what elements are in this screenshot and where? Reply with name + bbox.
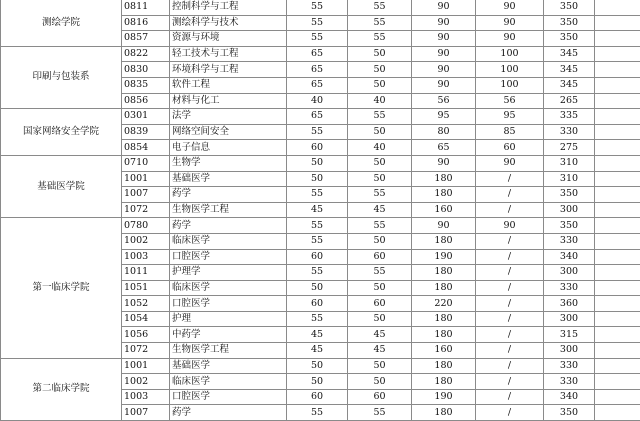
major-name-cell: 口腔医学 <box>170 249 287 265</box>
politics-score-cell: 55 <box>287 405 348 421</box>
foreign-language-score-cell: 50 <box>348 46 412 62</box>
subject1-score-cell: 180 <box>412 374 476 390</box>
major-code-cell: 0811 <box>122 0 170 15</box>
table-row <box>1 46 640 62</box>
empty-cell <box>595 218 640 234</box>
major-name-cell: 控制科学与工程 <box>170 0 287 15</box>
foreign-language-score-cell: 55 <box>348 109 412 125</box>
major-name-cell: 药学 <box>170 187 287 203</box>
empty-cell <box>595 77 640 93</box>
major-code-cell: 0830 <box>122 62 170 78</box>
total-score-cell: 330 <box>544 374 595 390</box>
politics-score-cell: 45 <box>287 327 348 343</box>
major-code-cell: 1072 <box>122 343 170 359</box>
major-code-cell: 0710 <box>122 155 170 171</box>
subject1-score-cell: 180 <box>412 171 476 187</box>
subject2-score-cell: / <box>476 265 544 281</box>
subject1-score-cell: 90 <box>412 218 476 234</box>
total-score-cell: 360 <box>544 296 595 312</box>
foreign-language-score-cell: 60 <box>348 296 412 312</box>
foreign-language-score-cell: 55 <box>348 187 412 203</box>
college-cell: 国家网络安全学院 <box>1 109 122 156</box>
subject1-score-cell: 80 <box>412 124 476 140</box>
major-code-cell: 0839 <box>122 124 170 140</box>
major-name-cell: 法学 <box>170 109 287 125</box>
major-code-cell: 0835 <box>122 77 170 93</box>
subject2-score-cell: / <box>476 187 544 203</box>
total-score-cell: 345 <box>544 77 595 93</box>
subject2-score-cell: / <box>476 405 544 421</box>
empty-cell <box>595 249 640 265</box>
subject2-score-cell: 90 <box>476 31 544 47</box>
major-name-cell: 护理学 <box>170 265 287 281</box>
total-score-cell: 330 <box>544 280 595 296</box>
total-score-cell: 265 <box>544 93 595 109</box>
major-name-cell: 材料与化工 <box>170 93 287 109</box>
foreign-language-score-cell: 50 <box>348 374 412 390</box>
foreign-language-score-cell: 40 <box>348 140 412 156</box>
subject1-score-cell: 180 <box>412 405 476 421</box>
empty-cell <box>595 202 640 218</box>
subject1-score-cell: 90 <box>412 31 476 47</box>
subject2-score-cell: 100 <box>476 46 544 62</box>
politics-score-cell: 60 <box>287 296 348 312</box>
major-name-cell: 网络空间安全 <box>170 124 287 140</box>
politics-score-cell: 55 <box>287 15 348 31</box>
major-code-cell: 1003 <box>122 389 170 405</box>
empty-cell <box>595 46 640 62</box>
politics-score-cell: 65 <box>287 46 348 62</box>
empty-cell <box>595 358 640 374</box>
subject2-score-cell: 60 <box>476 140 544 156</box>
foreign-language-score-cell: 60 <box>348 249 412 265</box>
foreign-language-score-cell: 50 <box>348 62 412 78</box>
subject2-score-cell: / <box>476 233 544 249</box>
subject1-score-cell: 90 <box>412 155 476 171</box>
total-score-cell: 300 <box>544 311 595 327</box>
major-code-cell: 1052 <box>122 296 170 312</box>
college-cell: 第二临床学院 <box>1 358 122 420</box>
politics-score-cell: 55 <box>287 31 348 47</box>
foreign-language-score-cell: 55 <box>348 218 412 234</box>
foreign-language-score-cell: 50 <box>348 77 412 93</box>
total-score-cell: 340 <box>544 389 595 405</box>
total-score-cell: 300 <box>544 343 595 359</box>
foreign-language-score-cell: 50 <box>348 358 412 374</box>
empty-cell <box>595 233 640 249</box>
politics-score-cell: 45 <box>287 202 348 218</box>
foreign-language-score-cell: 55 <box>348 0 412 15</box>
empty-cell <box>595 155 640 171</box>
empty-cell <box>595 280 640 296</box>
politics-score-cell: 65 <box>287 62 348 78</box>
subject2-score-cell: 90 <box>476 155 544 171</box>
politics-score-cell: 50 <box>287 280 348 296</box>
politics-score-cell: 65 <box>287 77 348 93</box>
major-name-cell: 临床医学 <box>170 233 287 249</box>
empty-cell <box>595 374 640 390</box>
foreign-language-score-cell: 50 <box>348 233 412 249</box>
empty-cell <box>595 343 640 359</box>
major-code-cell: 0854 <box>122 140 170 156</box>
major-code-cell: 1007 <box>122 187 170 203</box>
major-name-cell: 基础医学 <box>170 358 287 374</box>
total-score-cell: 345 <box>544 62 595 78</box>
major-name-cell: 药学 <box>170 405 287 421</box>
total-score-cell: 275 <box>544 140 595 156</box>
subject2-score-cell: 100 <box>476 62 544 78</box>
major-name-cell: 中药学 <box>170 327 287 343</box>
major-code-cell: 1002 <box>122 233 170 249</box>
total-score-cell: 350 <box>544 218 595 234</box>
college-cell: 印刷与包装系 <box>1 46 122 108</box>
empty-cell <box>595 296 640 312</box>
subject1-score-cell: 90 <box>412 77 476 93</box>
total-score-cell: 345 <box>544 46 595 62</box>
subject1-score-cell: 180 <box>412 327 476 343</box>
subject2-score-cell: / <box>476 249 544 265</box>
politics-score-cell: 60 <box>287 389 348 405</box>
politics-score-cell: 40 <box>287 93 348 109</box>
major-code-cell: 0822 <box>122 46 170 62</box>
politics-score-cell: 55 <box>287 0 348 15</box>
major-code-cell: 0301 <box>122 109 170 125</box>
major-name-cell: 临床医学 <box>170 374 287 390</box>
foreign-language-score-cell: 50 <box>348 171 412 187</box>
major-code-cell: 0780 <box>122 218 170 234</box>
subject1-score-cell: 180 <box>412 280 476 296</box>
major-name-cell: 轻工技术与工程 <box>170 46 287 62</box>
major-name-cell: 生物学 <box>170 155 287 171</box>
subject2-score-cell: 90 <box>476 218 544 234</box>
foreign-language-score-cell: 60 <box>348 389 412 405</box>
major-code-cell: 1011 <box>122 265 170 281</box>
subject2-score-cell: / <box>476 296 544 312</box>
total-score-cell: 330 <box>544 358 595 374</box>
score-table-body <box>1 0 640 421</box>
foreign-language-score-cell: 50 <box>348 124 412 140</box>
major-code-cell: 1051 <box>122 280 170 296</box>
table-row <box>1 0 640 15</box>
total-score-cell: 330 <box>544 124 595 140</box>
foreign-language-score-cell: 55 <box>348 15 412 31</box>
subject1-score-cell: 65 <box>412 140 476 156</box>
subject2-score-cell: 95 <box>476 109 544 125</box>
major-code-cell: 1072 <box>122 202 170 218</box>
politics-score-cell: 55 <box>287 265 348 281</box>
major-name-cell: 资源与环境 <box>170 31 287 47</box>
total-score-cell: 315 <box>544 327 595 343</box>
empty-cell <box>595 0 640 15</box>
major-name-cell: 电子信息 <box>170 140 287 156</box>
total-score-cell: 350 <box>544 0 595 15</box>
foreign-language-score-cell: 50 <box>348 311 412 327</box>
empty-cell <box>595 124 640 140</box>
foreign-language-score-cell: 45 <box>348 343 412 359</box>
politics-score-cell: 55 <box>287 218 348 234</box>
major-code-cell: 0857 <box>122 31 170 47</box>
total-score-cell: 340 <box>544 249 595 265</box>
foreign-language-score-cell: 50 <box>348 280 412 296</box>
major-name-cell: 口腔医学 <box>170 389 287 405</box>
total-score-cell: 300 <box>544 265 595 281</box>
politics-score-cell: 45 <box>287 343 348 359</box>
foreign-language-score-cell: 45 <box>348 202 412 218</box>
subject2-score-cell: / <box>476 343 544 359</box>
major-code-cell: 1001 <box>122 358 170 374</box>
major-code-cell: 0816 <box>122 15 170 31</box>
major-name-cell: 软件工程 <box>170 77 287 93</box>
subject2-score-cell: 100 <box>476 77 544 93</box>
major-name-cell: 生物医学工程 <box>170 202 287 218</box>
subject1-score-cell: 180 <box>412 358 476 374</box>
major-name-cell: 临床医学 <box>170 280 287 296</box>
major-code-cell: 1002 <box>122 374 170 390</box>
subject1-score-cell: 180 <box>412 187 476 203</box>
subject2-score-cell: / <box>476 358 544 374</box>
subject1-score-cell: 56 <box>412 93 476 109</box>
empty-cell <box>595 405 640 421</box>
major-name-cell: 药学 <box>170 218 287 234</box>
subject1-score-cell: 180 <box>412 233 476 249</box>
total-score-cell: 350 <box>544 31 595 47</box>
subject1-score-cell: 90 <box>412 15 476 31</box>
major-name-cell: 护理 <box>170 311 287 327</box>
subject2-score-cell: / <box>476 171 544 187</box>
major-code-cell: 1003 <box>122 249 170 265</box>
table-row <box>1 109 640 125</box>
politics-score-cell: 55 <box>287 124 348 140</box>
subject1-score-cell: 90 <box>412 46 476 62</box>
politics-score-cell: 60 <box>287 249 348 265</box>
subject2-score-cell: 56 <box>476 93 544 109</box>
politics-score-cell: 60 <box>287 140 348 156</box>
table-row <box>1 218 640 234</box>
major-name-cell: 测绘科学与技术 <box>170 15 287 31</box>
politics-score-cell: 50 <box>287 358 348 374</box>
major-name-cell: 环境科学与工程 <box>170 62 287 78</box>
subject1-score-cell: 90 <box>412 0 476 15</box>
foreign-language-score-cell: 50 <box>348 155 412 171</box>
empty-cell <box>595 140 640 156</box>
empty-cell <box>595 327 640 343</box>
subject2-score-cell: 90 <box>476 0 544 15</box>
table-row <box>1 155 640 171</box>
subject1-score-cell: 220 <box>412 296 476 312</box>
empty-cell <box>595 62 640 78</box>
subject2-score-cell: / <box>476 280 544 296</box>
major-code-cell: 0856 <box>122 93 170 109</box>
subject2-score-cell: 90 <box>476 15 544 31</box>
politics-score-cell: 55 <box>287 311 348 327</box>
total-score-cell: 300 <box>544 202 595 218</box>
total-score-cell: 330 <box>544 233 595 249</box>
empty-cell <box>595 171 640 187</box>
subject2-score-cell: / <box>476 202 544 218</box>
major-name-cell: 基础医学 <box>170 171 287 187</box>
major-code-cell: 1056 <box>122 327 170 343</box>
total-score-cell: 310 <box>544 155 595 171</box>
subject2-score-cell: / <box>476 374 544 390</box>
major-code-cell: 1054 <box>122 311 170 327</box>
politics-score-cell: 55 <box>287 187 348 203</box>
subject1-score-cell: 190 <box>412 389 476 405</box>
major-code-cell: 1007 <box>122 405 170 421</box>
total-score-cell: 310 <box>544 171 595 187</box>
major-code-cell: 1001 <box>122 171 170 187</box>
foreign-language-score-cell: 45 <box>348 327 412 343</box>
subject1-score-cell: 160 <box>412 202 476 218</box>
empty-cell <box>595 311 640 327</box>
subject1-score-cell: 180 <box>412 311 476 327</box>
empty-cell <box>595 109 640 125</box>
college-cell: 第一临床学院 <box>1 218 122 358</box>
total-score-cell: 335 <box>544 109 595 125</box>
subject1-score-cell: 180 <box>412 265 476 281</box>
college-cell: 测绘学院 <box>1 0 122 46</box>
total-score-cell: 350 <box>544 15 595 31</box>
table-row <box>1 358 640 374</box>
subject1-score-cell: 160 <box>412 343 476 359</box>
foreign-language-score-cell: 40 <box>348 93 412 109</box>
foreign-language-score-cell: 55 <box>348 405 412 421</box>
empty-cell <box>595 93 640 109</box>
subject2-score-cell: / <box>476 311 544 327</box>
empty-cell <box>595 187 640 203</box>
empty-cell <box>595 265 640 281</box>
empty-cell <box>595 31 640 47</box>
politics-score-cell: 65 <box>287 109 348 125</box>
subject2-score-cell: 85 <box>476 124 544 140</box>
politics-score-cell: 50 <box>287 374 348 390</box>
total-score-cell: 350 <box>544 405 595 421</box>
college-cell: 基础医学院 <box>1 155 122 217</box>
foreign-language-score-cell: 55 <box>348 265 412 281</box>
subject2-score-cell: / <box>476 389 544 405</box>
foreign-language-score-cell: 55 <box>348 31 412 47</box>
subject2-score-cell: / <box>476 327 544 343</box>
major-name-cell: 生物医学工程 <box>170 343 287 359</box>
subject1-score-cell: 190 <box>412 249 476 265</box>
empty-cell <box>595 15 640 31</box>
politics-score-cell: 50 <box>287 171 348 187</box>
subject1-score-cell: 95 <box>412 109 476 125</box>
subject1-score-cell: 90 <box>412 62 476 78</box>
total-score-cell: 350 <box>544 187 595 203</box>
major-name-cell: 口腔医学 <box>170 296 287 312</box>
politics-score-cell: 55 <box>287 233 348 249</box>
politics-score-cell: 50 <box>287 155 348 171</box>
